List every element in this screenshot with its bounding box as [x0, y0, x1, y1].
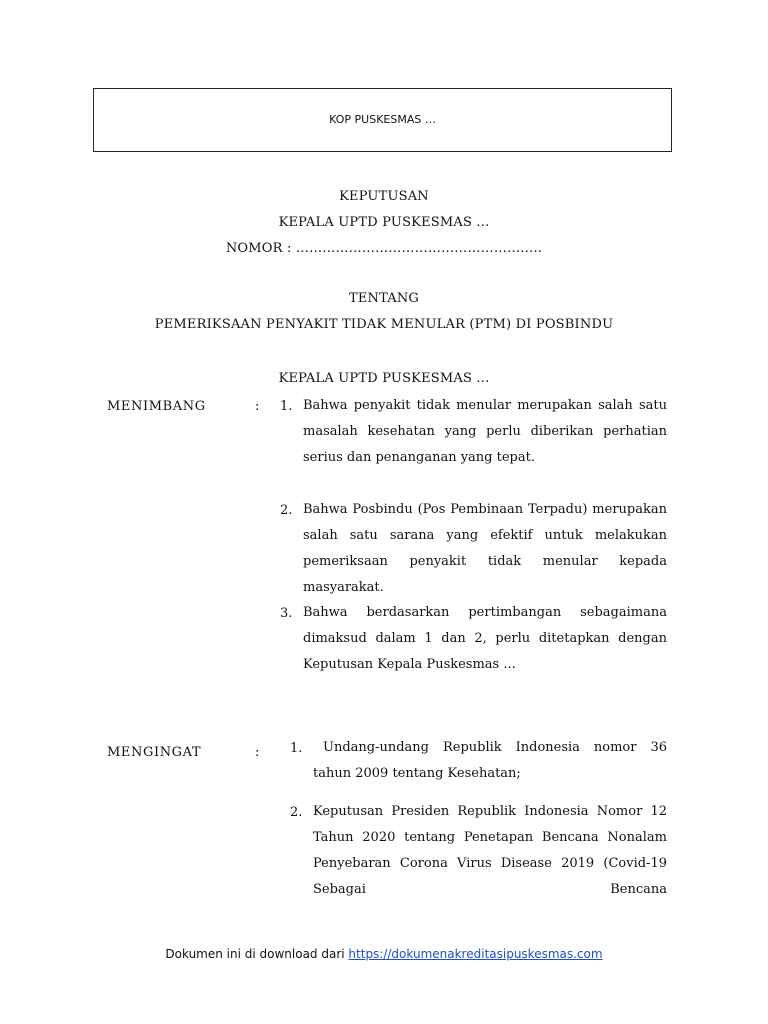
menimbang-label: MENIMBANG [107, 399, 206, 414]
menimbang-item-3-number: 3. [280, 606, 293, 621]
download-footer [0, 947, 768, 961]
menimbang-item-3-text: Bahwa berdasarkan pertimbangan sebagaimana dimaksud dalam 1 dan 2, perlu ditetapkan dengan Keputusan Kepala Puskesmas ... [303, 605, 667, 672]
decision-subject: PEMERIKSAAN PENYAKIT TIDAK MENULAR (PTM) DI POSBINDU [154, 317, 614, 332]
mengingat-item-2-number: 2. [290, 805, 303, 820]
mengingat-item-1-number: 1. [290, 741, 303, 756]
menimbang-item-2-text: Bahwa Posbindu (Pos Pembinaan Terpadu) merupakan salah satu sarana yang efektif untuk melakukan pemeriksaan penyakit tidak menular kepada masyarakat. [303, 502, 667, 595]
source-link[interactable]: https://dokumenakreditasipuskesmas.com [348, 947, 603, 961]
mengingat-label: MENGINGAT [107, 745, 202, 760]
decision-title: KEPUTUSAN [339, 189, 429, 204]
footer-prefix: Dokumen ini di download dari [165, 947, 349, 961]
letterhead-box [93, 88, 672, 152]
decision-number: NOMOR : ……………………………………………….. [225, 241, 543, 256]
menimbang-item-2-number: 2. [280, 503, 293, 518]
mengingat-colon: : [255, 745, 260, 760]
issuer-title: KEPALA UPTD PUSKESMAS ... [278, 215, 490, 230]
menimbang-item-1-text: Bahwa penyakit tidak menular merupakan salah satu masalah kesehatan yang perlu diberikan perhatian serius dan penanganan yang tepat. [303, 398, 667, 465]
tentang-heading: TENTANG [348, 291, 420, 306]
mengingat-item-2-text: Keputusan Presiden Republik Indonesia Nomor 12 Tahun 2020 tentang Penetapan Bencana Nonalam Penyebaran Corona Virus Disease 2019 (Covid-19 Sebagai Bencana [313, 804, 667, 897]
menimbang-colon: : [255, 399, 260, 414]
letterhead-text: KOP PUSKESMAS … [329, 113, 436, 126]
authority-line: KEPALA UPTD PUSKESMAS ... [278, 371, 490, 386]
menimbang-item-1-number: 1. [280, 399, 293, 414]
mengingat-item-1-text: Undang-undang Republik Indonesia nomor 36 tahun 2009 tentang Kesehatan; [313, 740, 667, 781]
